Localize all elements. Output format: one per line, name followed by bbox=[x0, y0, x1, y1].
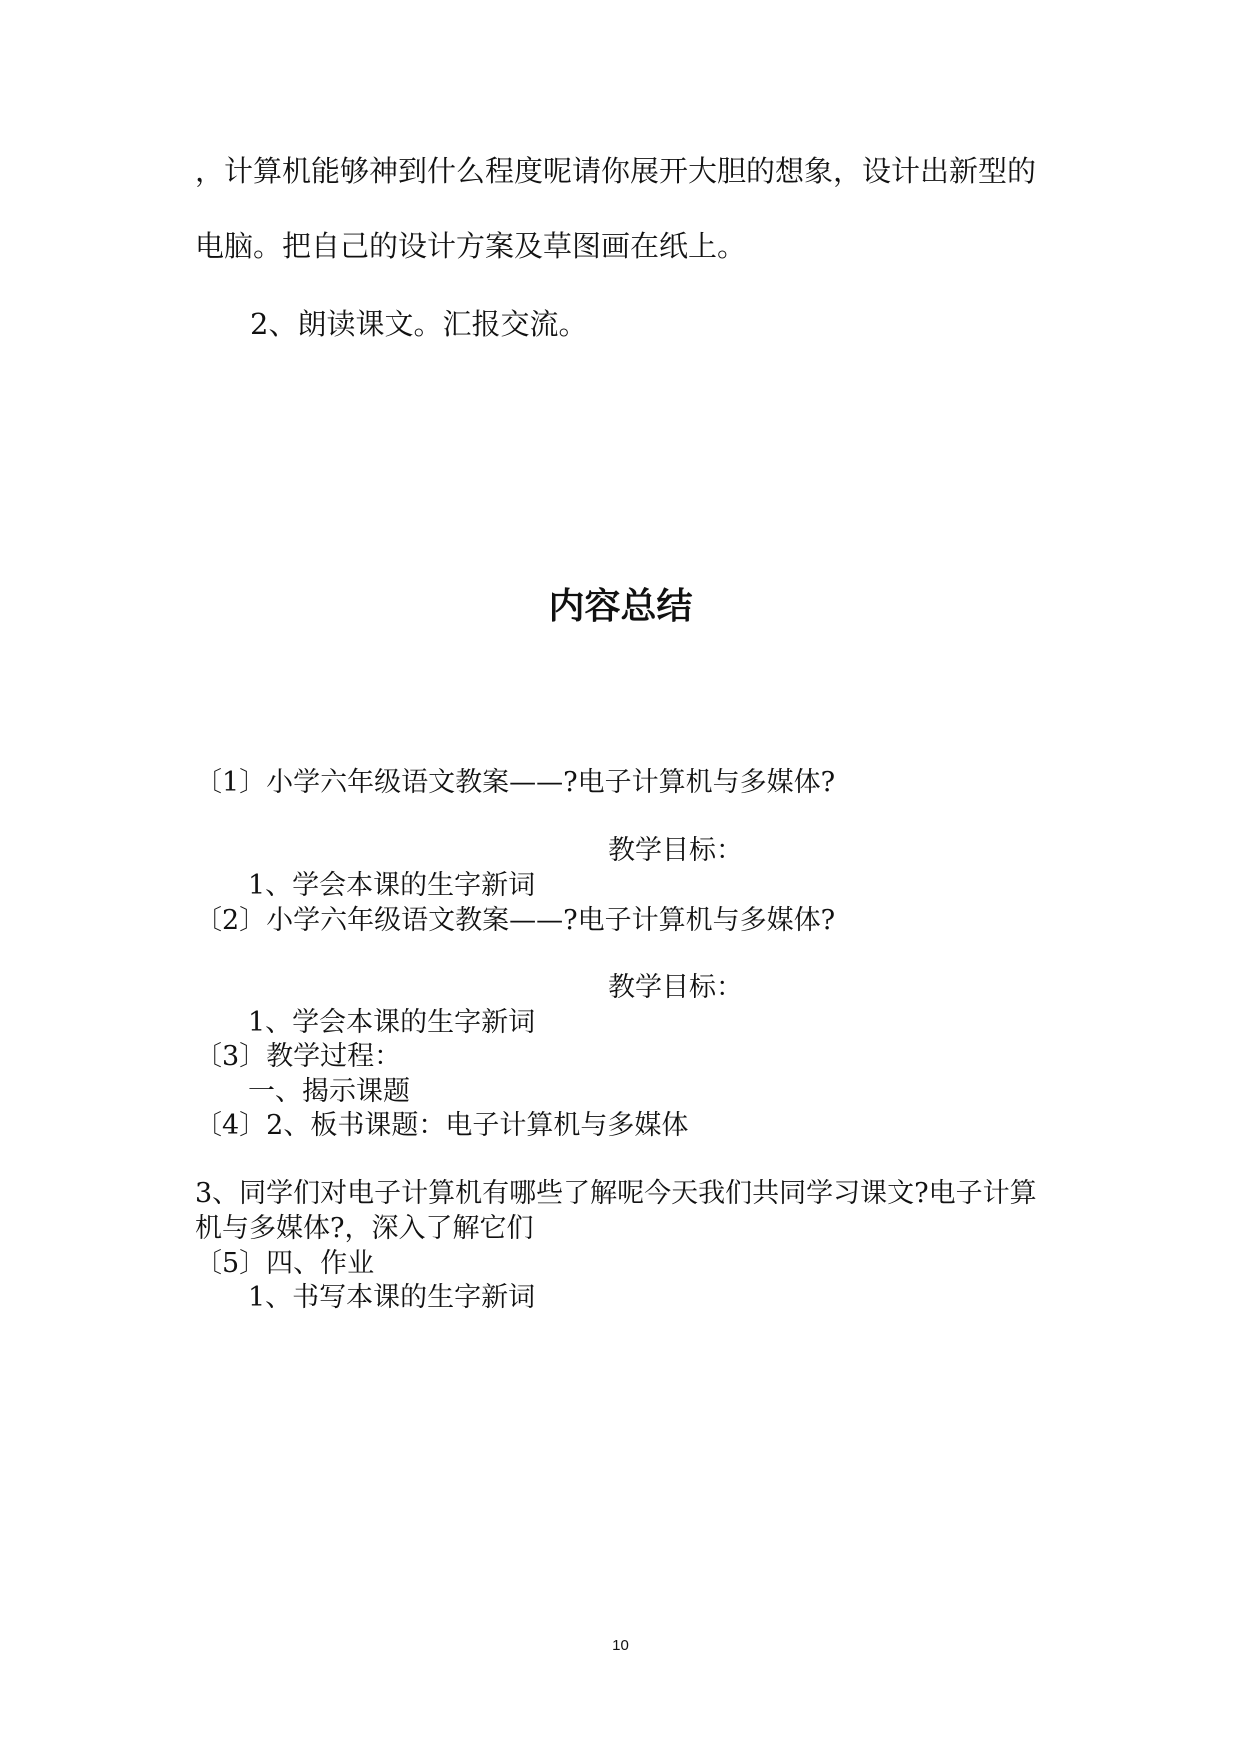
intro-line-2: 电脑。把自己的设计方案及草图画在纸上。 bbox=[195, 229, 747, 263]
summary-item-4-body-1: 3、同学们对电子计算机有哪些了解呢今天我们共同学习课文?电子计算 bbox=[195, 1178, 1037, 1209]
intro-line-1: ，计算机能够神到什么程度呢请你展开大胆的想象，设计出新型的 bbox=[195, 154, 1037, 188]
summary-item-5-sub: 1、书写本课的生字新词 bbox=[248, 1282, 536, 1313]
summary-item-objective-2: 1、学会本课的生字新词 bbox=[248, 1007, 536, 1038]
summary-item-4: 〔4〕2、板书课题：电子计算机与多媒体 bbox=[195, 1110, 689, 1141]
summary-item-3-sub: 一、揭示课题 bbox=[248, 1076, 410, 1107]
summary-item-objective-heading: 教学目标： bbox=[608, 835, 743, 866]
intro-line-3: 2、朗读课文。汇报交流。 bbox=[250, 307, 588, 341]
section-title: 内容总结 bbox=[548, 586, 693, 627]
summary-item-2: 〔2〕小学六年级语文教案——?电子计算机与多媒体? bbox=[195, 905, 836, 936]
summary-item-objective: 1、学会本课的生字新词 bbox=[248, 870, 536, 901]
summary-item-3: 〔3〕教学过程： bbox=[195, 1041, 402, 1072]
summary-item-5: 〔5〕四、作业 bbox=[195, 1248, 375, 1279]
summary-item-objective-heading-2: 教学目标： bbox=[608, 972, 743, 1003]
summary-item-1: 〔1〕小学六年级语文教案——?电子计算机与多媒体? bbox=[195, 767, 836, 798]
page-number: 10 bbox=[612, 1637, 629, 1654]
summary-item-4-body-2: 机与多媒体?，深入了解它们 bbox=[195, 1213, 534, 1244]
